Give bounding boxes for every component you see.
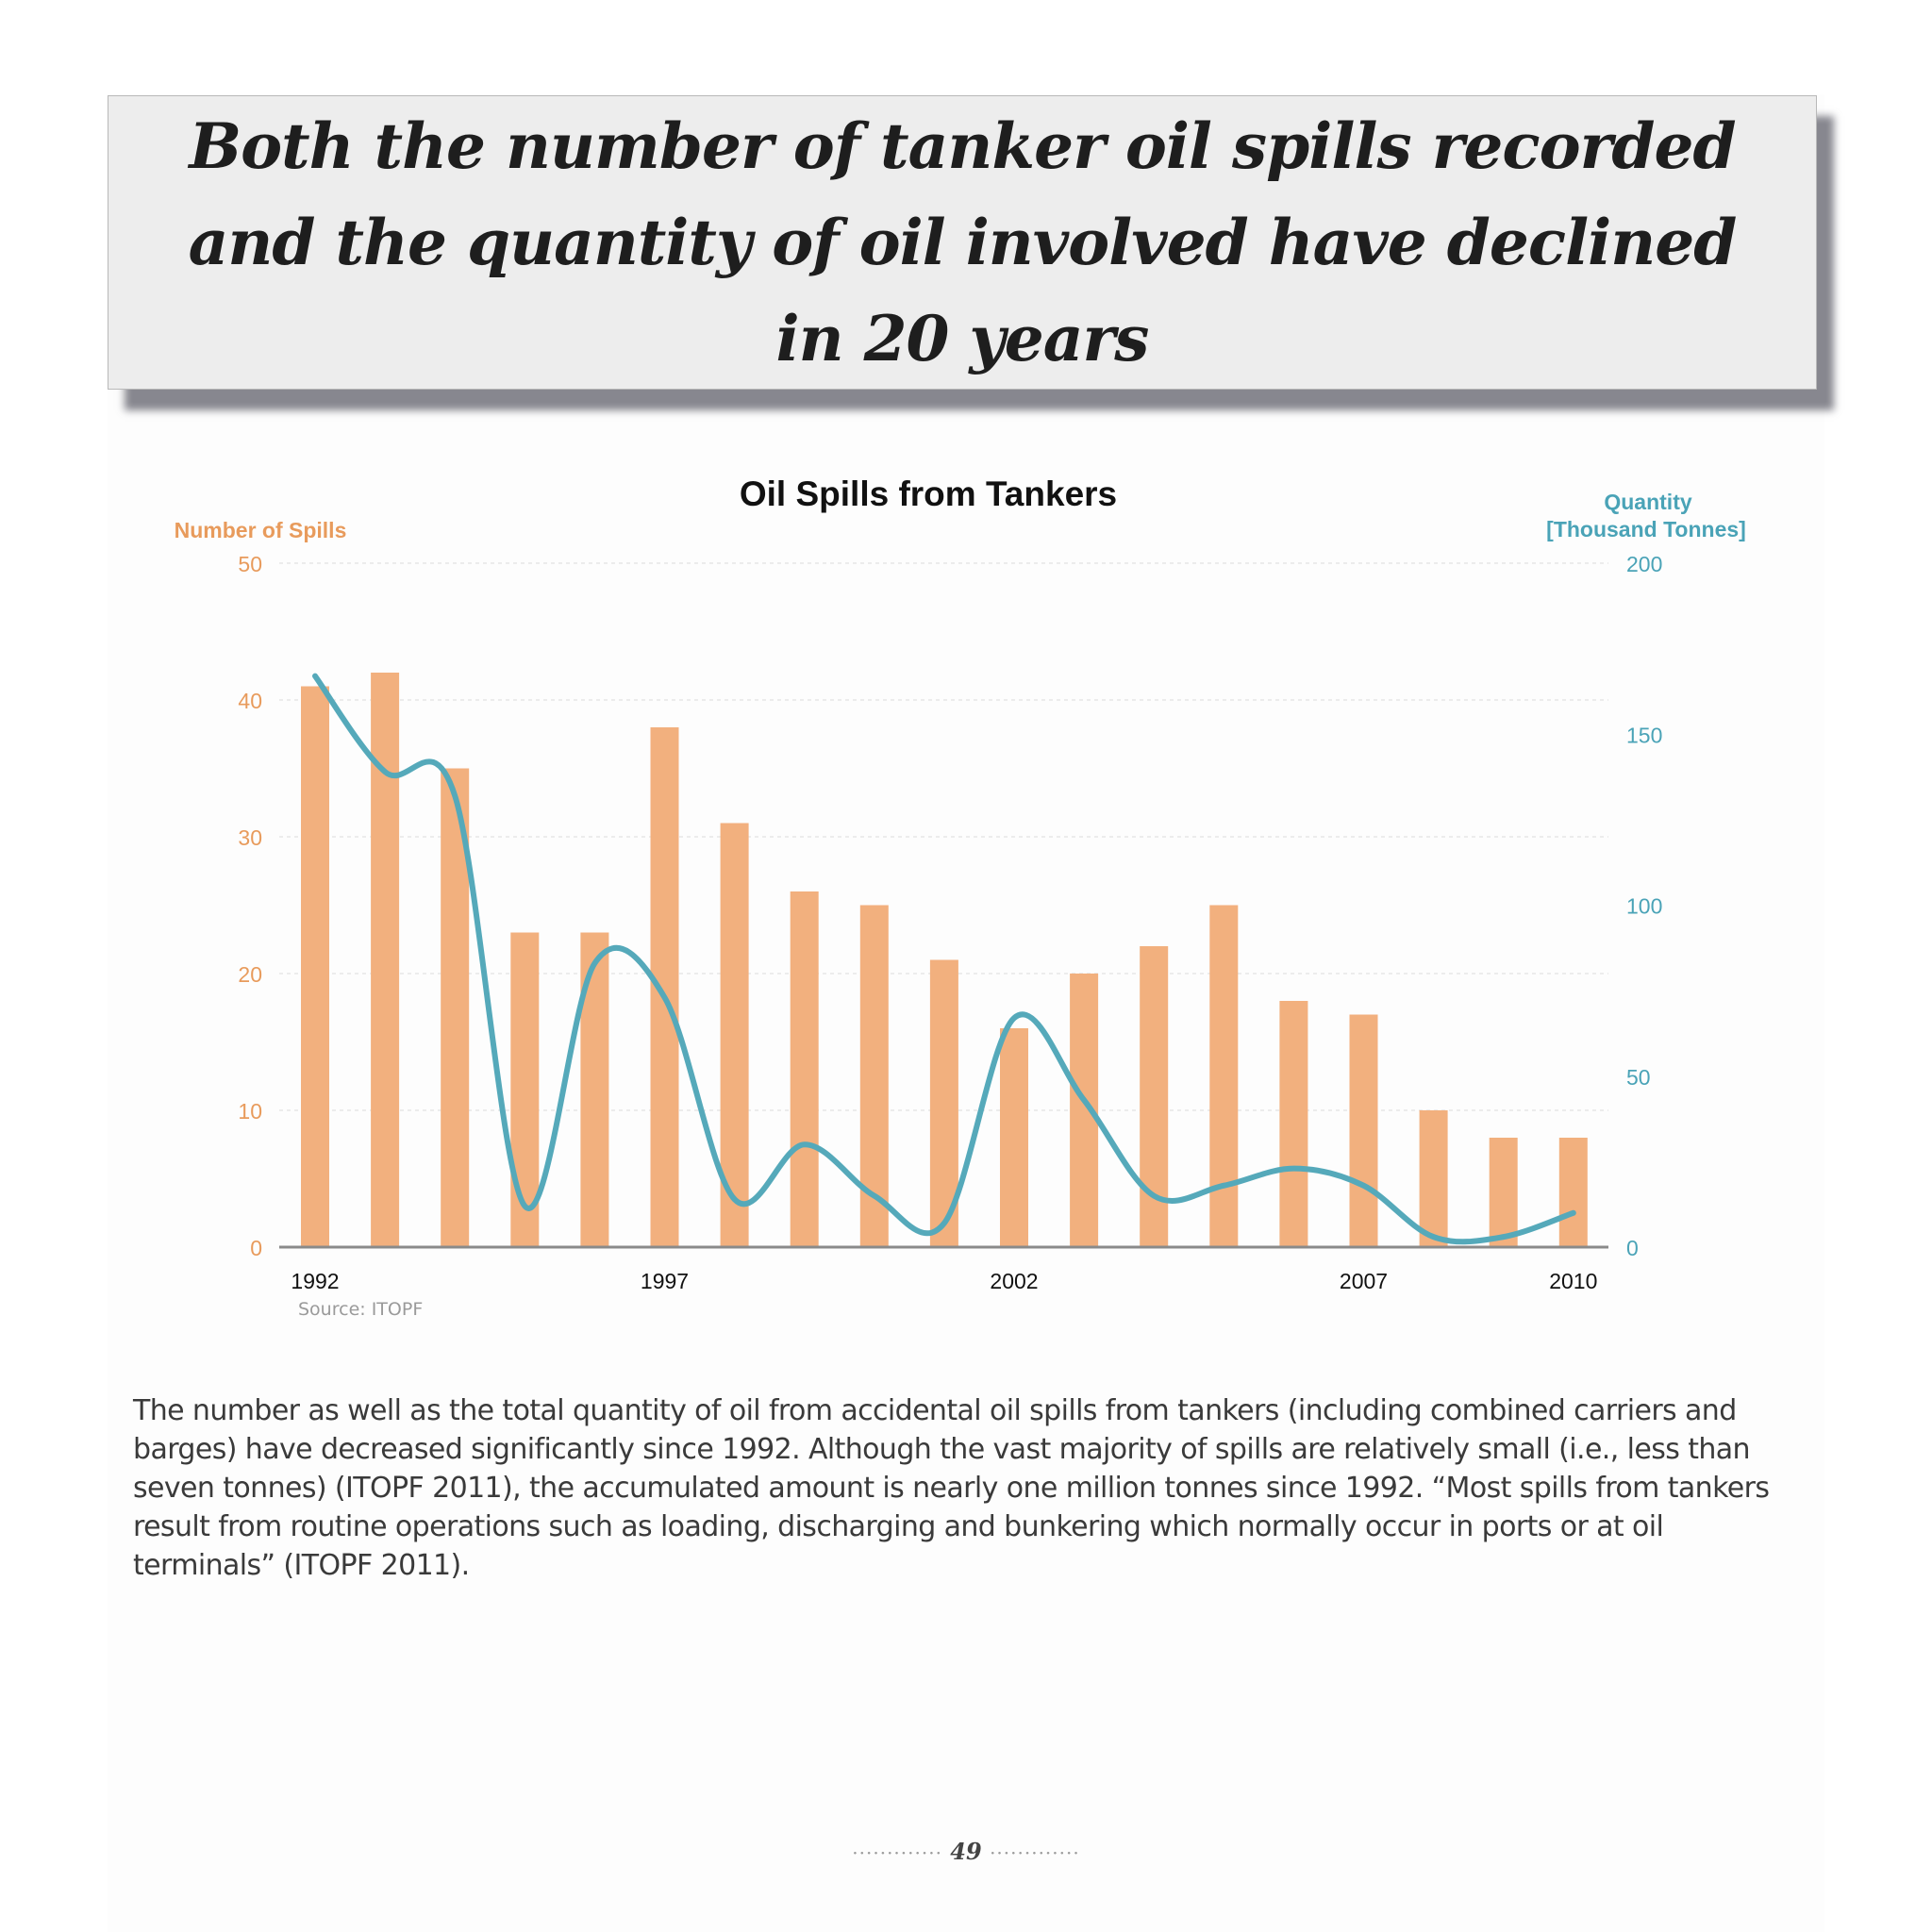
bar xyxy=(301,687,329,1248)
right-tick-label: 150 xyxy=(1626,723,1663,748)
left-tick-label: 0 xyxy=(250,1236,262,1260)
right-tick-label: 0 xyxy=(1626,1236,1639,1260)
x-tick-label: 1992 xyxy=(291,1269,340,1293)
footer-dots-left: ············· xyxy=(852,1841,942,1864)
bar xyxy=(1490,1138,1518,1247)
bar xyxy=(1420,1110,1448,1247)
left-tick-label: 10 xyxy=(238,1099,262,1124)
right-tick-label: 100 xyxy=(1626,893,1663,919)
page-footer xyxy=(0,1838,1932,1865)
bar xyxy=(1350,1015,1378,1248)
x-tick-label: 1997 xyxy=(640,1269,690,1293)
x-tick-label: 2007 xyxy=(1339,1269,1389,1293)
x-tick-label: 2010 xyxy=(1549,1269,1598,1293)
bar xyxy=(1000,1028,1028,1247)
right-axis-ticks xyxy=(1626,552,1662,1260)
source-note: Source: ITOPF xyxy=(298,1299,424,1320)
left-tick-label: 50 xyxy=(238,552,262,576)
page-number: 49 xyxy=(950,1838,982,1865)
footer-dots-right: ············· xyxy=(990,1841,1080,1864)
bar xyxy=(1209,906,1238,1248)
left-axis-title: Number of Spills xyxy=(174,518,347,542)
right-tick-label: 200 xyxy=(1626,552,1663,576)
bar xyxy=(1559,1138,1588,1247)
bar xyxy=(791,891,819,1247)
left-axis-ticks xyxy=(238,552,262,1260)
bar xyxy=(651,727,679,1247)
body-paragraph: The number as well as the total quantity of oil from accidental oil spills from tankers (including combined carriers and barges) have decreased significantly since 1992. Although the vast majority of spills are relatively small (i.e., less than seven tonnes) (ITOPF 2011), the accumulated amount is nearly one million tonnes since 1992. “Most spills from tankers result from routine operations such as loading, discharging and bunkering which normally occur in ports or at oil terminals” (ITOPF 2011). xyxy=(133,1394,1770,1582)
headline: Both the number of tanker oil spills recorded and the quantity of oil involved have declined in 20 years xyxy=(188,109,1737,375)
right-axis-title-line1: Quantity xyxy=(1604,490,1692,514)
left-tick-label: 20 xyxy=(238,962,262,987)
x-tick-label: 2002 xyxy=(990,1269,1039,1293)
left-tick-label: 40 xyxy=(238,689,262,713)
right-axis-title-line2: [Thousand Tonnes] xyxy=(1546,517,1746,541)
bar-series xyxy=(301,673,1588,1247)
bar xyxy=(1279,1001,1307,1247)
left-tick-label: 30 xyxy=(238,825,262,850)
x-axis-ticks xyxy=(291,1269,1597,1293)
right-tick-label: 50 xyxy=(1626,1064,1651,1090)
chart-title: Oil Spills from Tankers xyxy=(739,475,1118,513)
